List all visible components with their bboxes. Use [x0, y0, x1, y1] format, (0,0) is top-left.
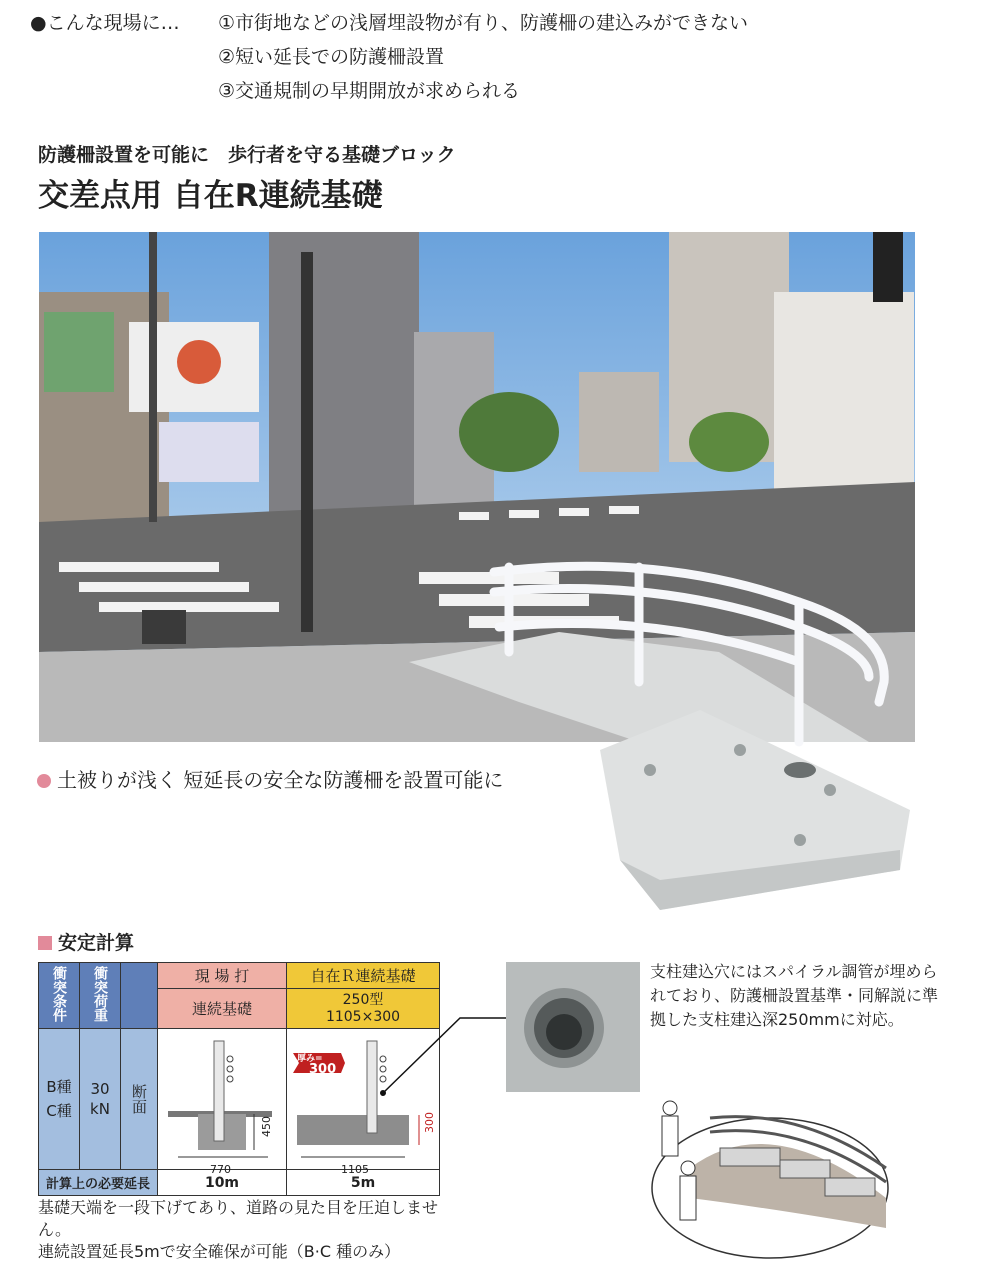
- intersection-photo: [39, 232, 915, 742]
- header-conditions: 衝突条件: [39, 963, 80, 1029]
- leader-line: [380, 1010, 520, 1100]
- product-height-label: 300: [423, 1112, 436, 1133]
- header-site: 現 場 打: [158, 963, 287, 989]
- intro-lead: ●こんな現場に…: [30, 12, 180, 34]
- product-width-label: 1105: [341, 1163, 369, 1176]
- badge-label: 厚み=: [297, 1054, 323, 1064]
- bullet-icon: [37, 774, 51, 788]
- hole-description: 支柱建込穴にはスパイラル調管が埋められており、防護柵設置基準・同解説に準拠した支柱建込深250mmに対応。: [650, 962, 939, 1029]
- badge-unit: mm: [329, 1073, 343, 1081]
- site-sub: 連続基礎: [158, 989, 287, 1029]
- product-sub: 250型 1105×300: [287, 989, 440, 1029]
- section-label: 断面: [121, 1029, 158, 1170]
- intro-item: ③交通規制の早期開放が求められる: [218, 80, 521, 102]
- calc-heading-text: 安定計算: [58, 932, 135, 954]
- photo-caption: [37, 764, 503, 793]
- site-cross-section: [158, 1029, 286, 1176]
- product-subtitle: 防護柵設置を可能に 歩行者を守る基礎ブロック: [38, 144, 456, 166]
- req-length-site: 10m: [158, 1170, 287, 1196]
- intro-item: ②短い延長での防護柵設置: [218, 46, 445, 68]
- calc-heading: [38, 928, 134, 955]
- site-section-drawing: [158, 1029, 287, 1176]
- square-bullet-icon: [38, 936, 52, 950]
- calc-note: [38, 1197, 458, 1263]
- intro-list: [218, 6, 748, 108]
- site-width-label: 770: [210, 1163, 231, 1176]
- header-product: 自在Ｒ連続基礎: [287, 963, 440, 989]
- header-blank: [121, 963, 158, 1029]
- concrete-block-illustration: [600, 700, 910, 910]
- pedestrian-illustration: [650, 1088, 890, 1260]
- intro-item: ①市街地などの浅層埋設物が有り、防護柵の建込みができない: [218, 12, 749, 34]
- site-height-label: 450: [260, 1116, 273, 1137]
- note-line: 基礎天端を一段下げてあり、道路の見た目を圧迫しません。: [38, 1198, 439, 1239]
- req-length-product: 5m: [287, 1170, 440, 1196]
- note-line: 連続設置延長5mで安全確保が可能（B·C 種のみ）: [38, 1242, 401, 1261]
- post-hole-closeup: [506, 962, 640, 1092]
- req-length-label: 計算上の必要延長: [39, 1170, 158, 1196]
- cond-types: B種 C種: [39, 1029, 80, 1170]
- badge-value: 300: [309, 1062, 337, 1077]
- load-value: 30 kN: [80, 1029, 121, 1170]
- header-load: 衝突荷重: [80, 963, 121, 1029]
- photo-caption-text: 土被りが浅く 短延長の安全な防護柵を設置可能に: [57, 768, 504, 792]
- product-title: 交差点用 自在R連続基礎: [38, 178, 383, 214]
